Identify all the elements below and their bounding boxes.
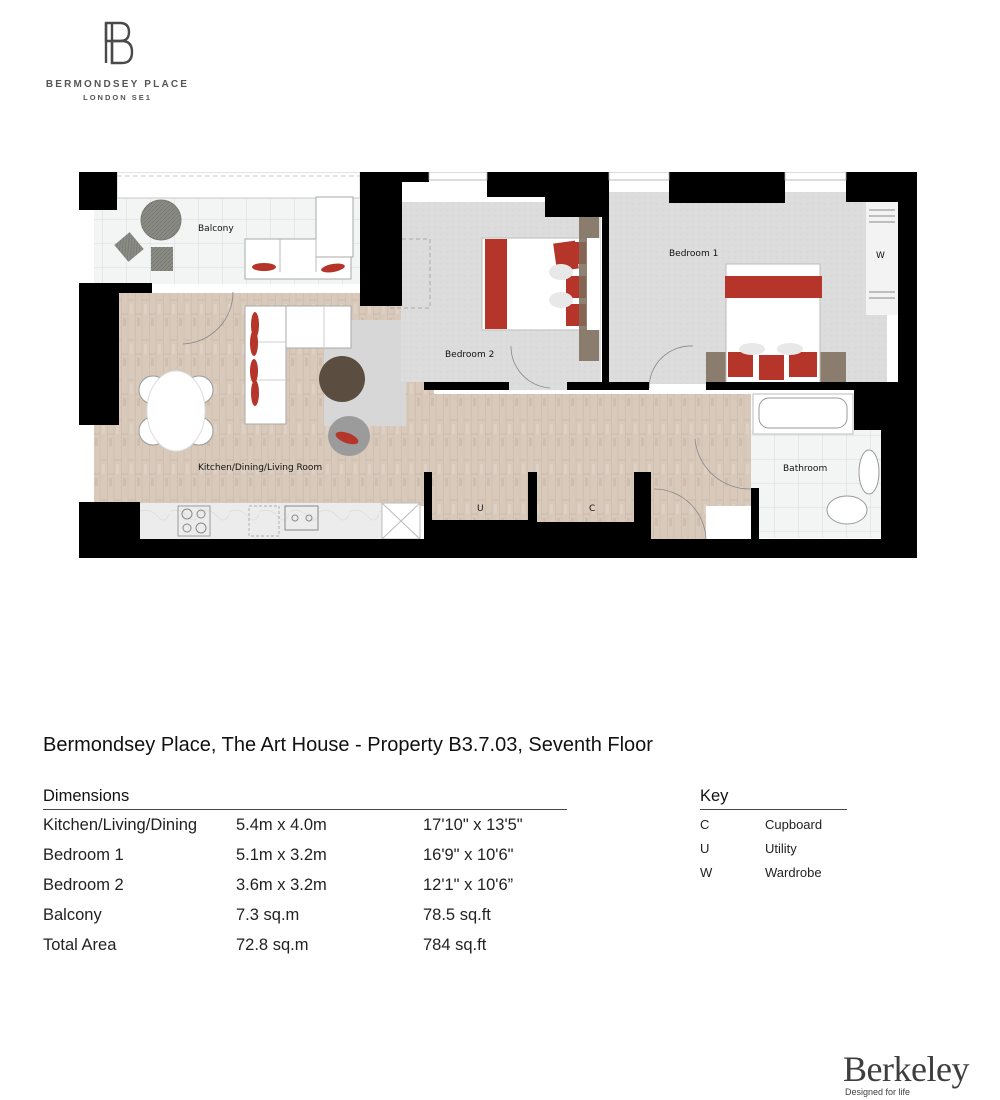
room-label-wardrobe: W <box>876 251 885 261</box>
metric-size: 5.4m x 4.0m <box>236 815 327 834</box>
imperial-size: 16'9" x 10'6" <box>423 845 514 864</box>
logo-name: BERMONDSEY PLACE <box>45 79 190 90</box>
key-code: U <box>700 840 710 856</box>
table-row <box>43 870 567 900</box>
metric-size: 7.3 sq.m <box>236 905 300 924</box>
room-name: Bedroom 2 <box>43 875 124 894</box>
room-name: Kitchen/Living/Dining <box>43 815 198 834</box>
development-logo <box>40 20 195 102</box>
imperial-size: 78.5 sq.ft <box>423 905 491 924</box>
key-heading: Key <box>700 787 847 810</box>
key-label: Wardrobe <box>765 864 822 880</box>
metric-size: 3.6m x 3.2m <box>236 875 327 894</box>
key-legend <box>700 787 847 884</box>
room-name: Balcony <box>43 905 102 924</box>
imperial-size: 17'10" x 13'5" <box>423 815 523 834</box>
room-label-bathroom: Bathroom <box>783 464 828 474</box>
key-item <box>700 836 847 860</box>
key-code: C <box>700 816 710 832</box>
key-label: Utility <box>765 840 797 856</box>
brand-tagline: Designed for life <box>845 1087 911 1097</box>
key-label: Cupboard <box>765 816 823 832</box>
imperial-size: 12'1" x 10'6” <box>423 875 514 894</box>
table-row <box>43 810 567 840</box>
key-code: W <box>700 864 713 880</box>
metric-size: 5.1m x 3.2m <box>236 845 327 864</box>
bp-monogram-icon <box>98 20 138 66</box>
key-item <box>700 812 847 836</box>
property-title: Bermondsey Place, The Art House - Property B3.7.03, Seventh Floor <box>43 734 653 756</box>
room-label-utility: U <box>477 504 484 514</box>
imperial-size: 784 sq.ft <box>423 935 487 954</box>
room-label-living: Kitchen/Dining/Living Room <box>198 463 323 473</box>
room-label-bedroom-1: Bedroom 1 <box>669 249 719 259</box>
key-item <box>700 860 847 884</box>
table-row <box>43 840 567 870</box>
table-row <box>43 900 567 930</box>
dining-table <box>139 371 213 451</box>
berkeley-logo <box>843 1049 969 1097</box>
room-name: Total Area <box>43 935 117 954</box>
logo-location: LONDON SE1 <box>83 93 152 102</box>
room-label-bedroom-2: Bedroom 2 <box>445 350 495 360</box>
metric-size: 72.8 sq.m <box>236 935 309 954</box>
brand-name: Berkeley <box>843 1049 969 1089</box>
room-label-cupboard: C <box>589 504 596 514</box>
dimensions-heading: Dimensions <box>43 787 567 810</box>
room-name: Bedroom 1 <box>43 845 124 864</box>
floor-plan <box>79 172 917 558</box>
dimensions-table <box>43 787 567 960</box>
table-row <box>43 930 567 960</box>
room-label-balcony: Balcony <box>198 224 234 234</box>
